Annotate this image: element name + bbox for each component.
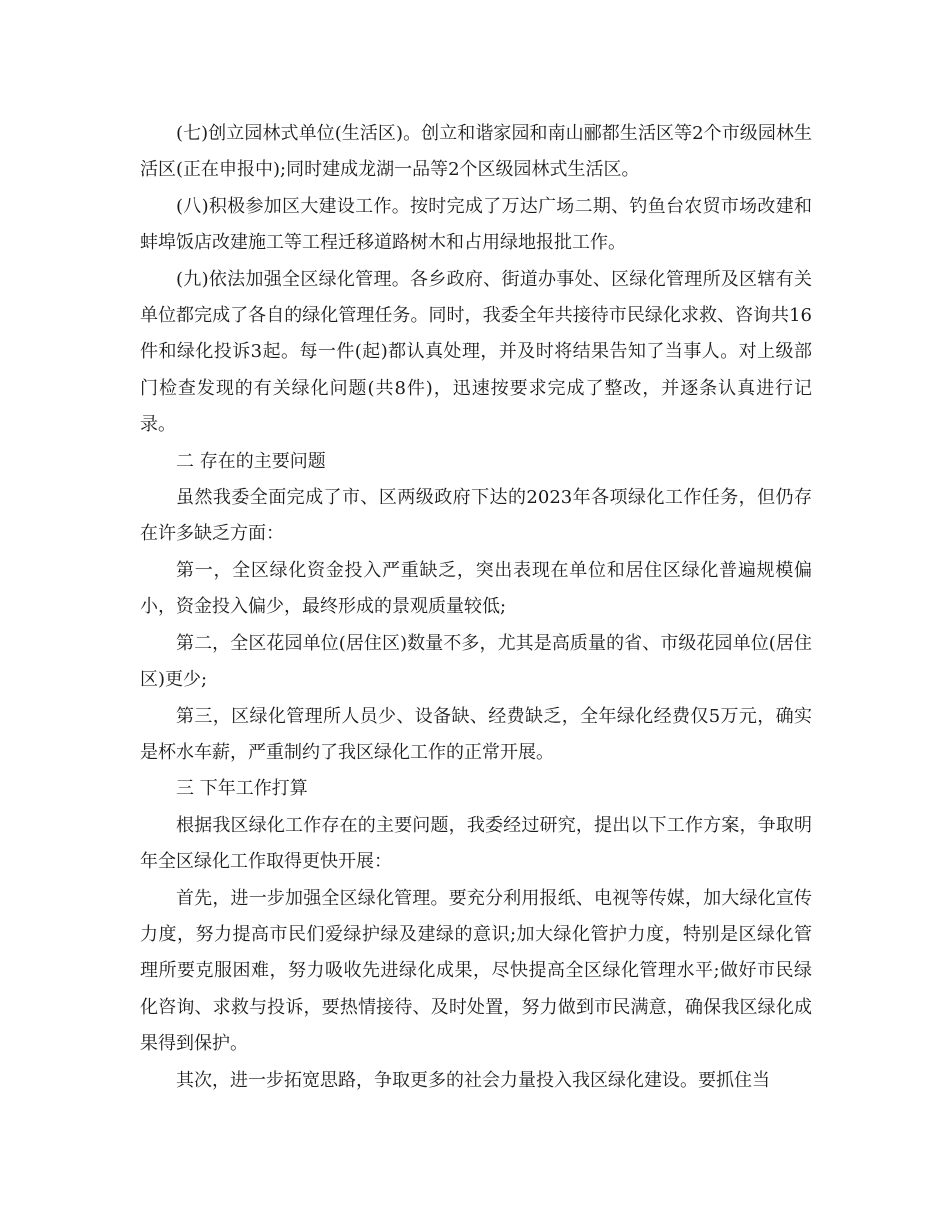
paragraph-district-construction: (八)积极参加区大建设工作。按时完成了万达广场二期、钓鱼台农贸市场改建和蚌埠饭店改建施工等工程迁移道路树木和占用绿地报批工作。 [140, 195, 812, 254]
section-heading-next-year-plan: 三 下年工作打算 [176, 778, 308, 800]
paragraph-problem-first: 第一，全区绿化资金投入严重缺乏，突出表现在单位和居住区绿化普遍规模偏小，资金投入偏少，最终形成的景观质量较低; [140, 559, 812, 618]
section-heading-problems: 二 存在的主要问题 [176, 450, 326, 472]
paragraph-greening-management: (九)依法加强全区绿化管理。各乡政府、街道办事处、区绿化管理所及区辖有关单位都完成了各自的绿化管理任务。同时，我委全年共接待市民绿化求救、咨询共16件和绿化投诉3起。每一件(起)都认真处理，并及时将结果告知了当事人。对上级部门检查发现的有关绿化问题(共8件)，迅速按要求完成了整改，并逐条认真进行记录。 [140, 268, 812, 436]
paragraph-problem-third: 第三，区绿化管理所人员少、设备缺、经费缺乏，全年绿化经费仅5万元，确实是杯水车薪，严重制约了我区绿化工作的正常开展。 [140, 705, 812, 763]
paragraph-garden-units: (七)创立园林式单位(生活区)。创立和谐家园和南山郦都生活区等2个市级园林生活区(正在申报中);同时建成龙湖一品等2个区级园林式生活区。 [140, 123, 812, 181]
paragraph-problem-second: 第二，全区花园单位(居住区)数量不多，尤其是高质量的省、市级花园单位(居住区)更少; [140, 632, 812, 691]
paragraph-plan-second: 其次，进一步拓宽思路，争取更多的社会力量投入我区绿化建设。要抓住当 [176, 1069, 770, 1091]
paragraph-plan-intro: 根据我区绿化工作存在的主要问题，我委经过研究，提出以下工作方案，争取明年全区绿化工作取得更快开展： [140, 814, 812, 873]
paragraph-problems-intro: 虽然我委全面完成了市、区两级政府下达的2023年各项绿化工作任务，但仍存在许多缺乏方面： [140, 487, 812, 545]
paragraph-plan-first: 首先，进一步加强全区绿化管理。要充分利用报纸、电视等传媒，加大绿化宣传力度，努力提高市民们爱绿护绿及建绿的意识;加大绿化管护力度，特别是区绿化管理所要克服困难，努力吸收先进绿化成果，尽快提高全区绿化管理水平;做好市民绿化咨询、求救与投诉，要热情接待、及时处置，努力做到市民满意，确保我区绿化成果得到保护。 [140, 887, 812, 1055]
document-body [140, 116, 812, 1099]
